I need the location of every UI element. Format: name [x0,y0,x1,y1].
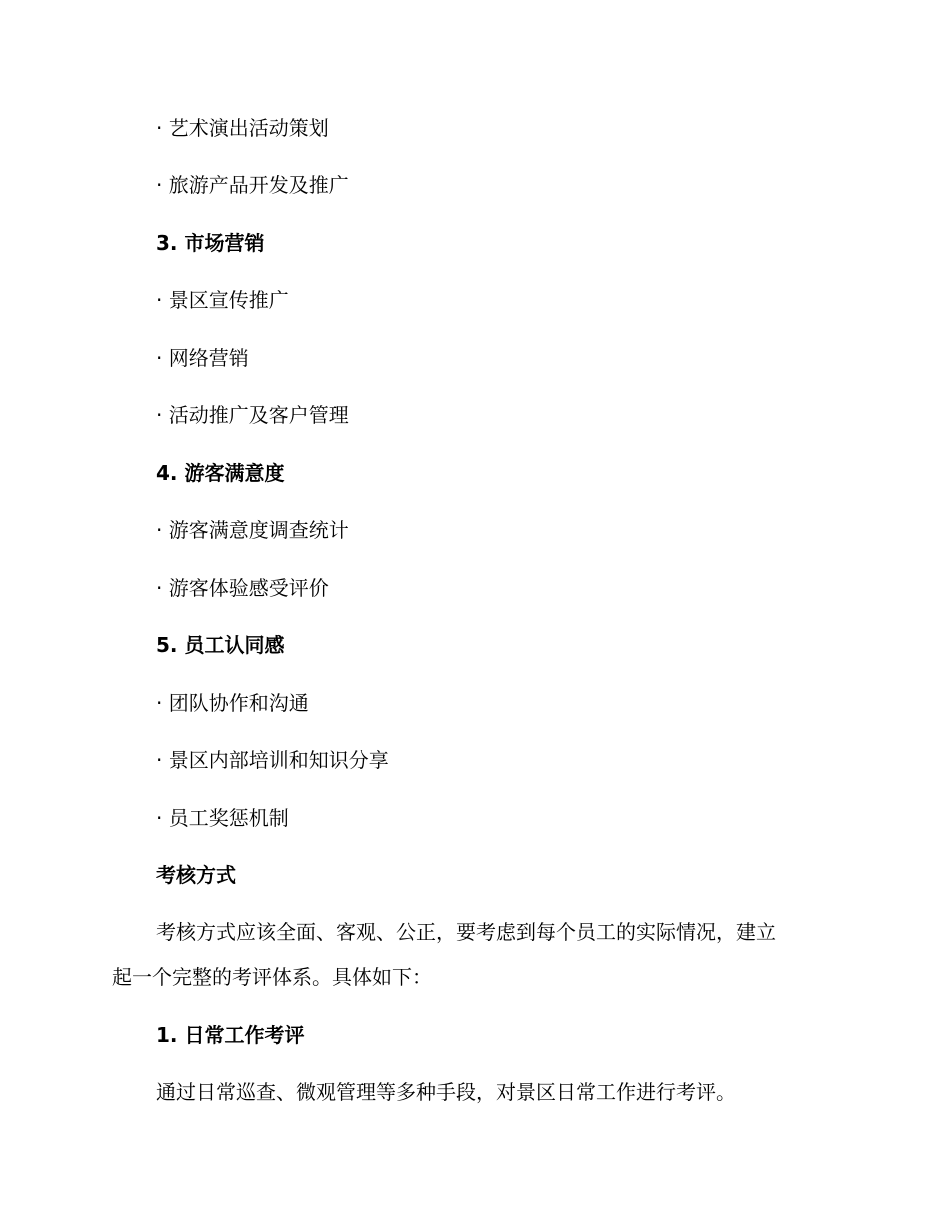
bullet-item: · 团队协作和沟通 [156,691,309,715]
bullet-item: · 景区内部培训和知识分享 [156,748,389,772]
bullet-item: · 活动推广及客户管理 [156,403,349,427]
bullet-item: · 旅游产品开发及推广 [156,173,349,197]
section-heading: 5. 员工认同感 [156,633,285,657]
bullet-item: · 景区宣传推广 [156,288,289,312]
subsection-heading: 1. 日常工作考评 [156,1023,305,1047]
section-title: 考核方式 [156,863,236,887]
section-heading: 3. 市场营销 [156,231,265,255]
section-heading: 4. 游客满意度 [156,461,285,485]
bullet-item: · 艺术演出活动策划 [156,116,329,140]
paragraph-line: 起一个完整的考评体系。具体如下： [112,965,432,989]
paragraph-line: 考核方式应该全面、客观、公正，要考虑到每个员工的实际情况，建立 [156,920,776,944]
bullet-item: · 游客体验感受评价 [156,576,329,600]
bullet-item: · 员工奖惩机制 [156,806,289,830]
paragraph-line: 通过日常巡查、微观管理等多种手段，对景区日常工作进行考评。 [156,1080,736,1104]
bullet-item: · 游客满意度调查统计 [156,518,349,542]
bullet-item: · 网络营销 [156,346,249,370]
